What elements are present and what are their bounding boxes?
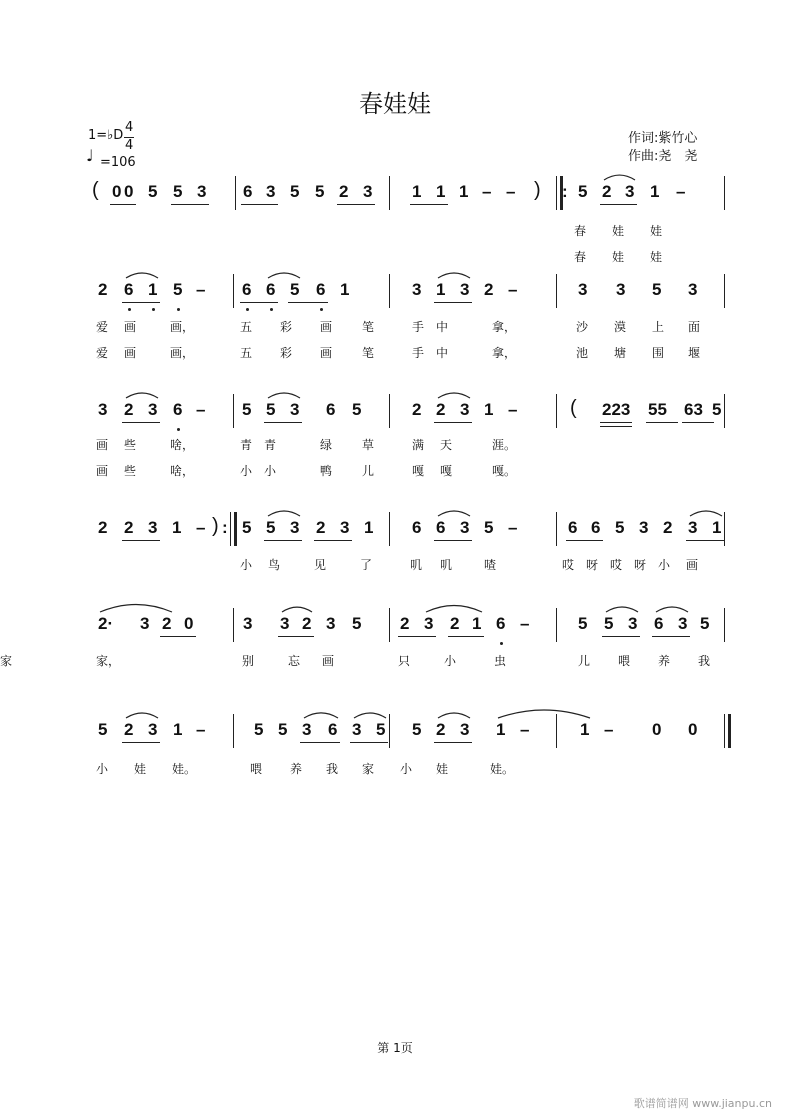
lyric-verse-1: 满 <box>412 438 425 452</box>
slur-arc <box>268 393 300 398</box>
note: 1 <box>364 518 374 537</box>
slur-arc <box>498 710 590 718</box>
lyric-verse-1: 哎 <box>562 558 575 572</box>
note: 1 <box>148 280 158 299</box>
note: 3 <box>148 720 158 739</box>
note: 3 <box>302 720 312 739</box>
note: – <box>196 720 206 739</box>
note: 6 <box>316 280 326 299</box>
note: 5 <box>578 182 588 201</box>
lyric-verse-1: 画， <box>170 320 195 334</box>
lyric-verse-1: 娃。 <box>172 762 197 776</box>
note: 3 <box>290 400 300 419</box>
note: 3 <box>243 614 253 633</box>
lyric-verse-2: 嘎。 <box>492 464 517 478</box>
lyric-verse-1: 虫 <box>494 654 507 668</box>
note: 3 <box>326 614 336 633</box>
note: – <box>676 182 686 201</box>
note: 3 <box>98 400 108 419</box>
note: 3 <box>688 280 698 299</box>
note: – <box>520 614 530 633</box>
lyric-verse-2: 娃 <box>650 250 663 264</box>
slur-arc <box>604 175 635 180</box>
lyric-verse-1: 笔 <box>362 320 375 334</box>
lyric-verse-1: 见 <box>314 558 327 572</box>
lyric-verse-1: 呀 <box>586 558 599 572</box>
lyric-verse-1: 别 <box>242 654 255 668</box>
lyric-verse-1: 家 <box>362 762 375 776</box>
lyric-verse-2: 嘎 <box>440 464 453 478</box>
lyric-verse-1: 养 <box>290 762 303 776</box>
lyric-verse-2: 围 <box>652 346 665 360</box>
note: 5 <box>315 182 325 201</box>
lyric-verse-2: 些 <box>124 464 137 478</box>
lyric-verse-1: 绿 <box>320 438 333 452</box>
note: 5 <box>98 720 108 739</box>
note: 2· <box>98 614 114 633</box>
note: 6 <box>412 518 422 537</box>
note: – <box>604 720 614 739</box>
note: 2 <box>124 518 134 537</box>
lyric-verse-2: 娃 <box>612 250 625 264</box>
lyric-verse-1: 叽 <box>410 558 423 572</box>
song-title: 春娃娃 <box>359 90 431 118</box>
note: 6 <box>591 518 601 537</box>
lyric-verse-1: 画 <box>686 558 699 572</box>
slur-arc <box>438 273 470 278</box>
note: 3 <box>290 518 300 537</box>
note: 2 <box>339 182 349 201</box>
lyric-verse-1: 漠 <box>614 320 627 334</box>
note: 223 <box>602 400 631 419</box>
slur-arc <box>438 713 470 718</box>
composer-credit: 作曲:尧 尧 <box>628 149 698 164</box>
lyric-verse-2: 塘 <box>614 346 627 360</box>
note: 5 <box>484 518 494 537</box>
note: 5 <box>290 280 300 299</box>
note: 3 <box>688 518 698 537</box>
lyric-verse-1: 喂 <box>618 654 631 668</box>
lyric-verse-1: 小 <box>658 558 671 572</box>
note: 6 <box>328 720 338 739</box>
note: 3 <box>678 614 688 633</box>
lyric-verse-1: 娃。 <box>490 762 515 776</box>
lyric-verse-2: 笔 <box>362 346 375 360</box>
note: 3 <box>460 720 470 739</box>
note: 5 <box>412 720 422 739</box>
note: 3 <box>412 280 422 299</box>
note: 2 <box>162 614 172 633</box>
note: – <box>482 182 492 201</box>
slur-arc <box>100 605 172 613</box>
note: 5 <box>652 280 662 299</box>
slur-arc <box>690 511 722 516</box>
lyric-verse-2: 五 <box>240 346 253 360</box>
lyric-verse-1: 沙 <box>576 320 589 334</box>
note: 1 <box>459 182 469 201</box>
lyric-verse-1: 喂 <box>250 762 263 776</box>
page-number: 第 1页 <box>377 1041 413 1055</box>
slur-arc <box>268 273 300 278</box>
lyric-verse-1: 娃 <box>650 224 663 238</box>
note: 1 <box>172 518 182 537</box>
note: 3 <box>352 720 362 739</box>
lyric-verse-1: 小 <box>96 762 109 776</box>
note: 6 <box>124 280 134 299</box>
lyric-verse-1: 我 <box>698 654 711 668</box>
note: 1 <box>712 518 722 537</box>
lyric-verse-2: 堰 <box>688 346 701 360</box>
note: 2 <box>124 720 134 739</box>
note: 2 <box>450 614 460 633</box>
lyric-verse-1: 天 <box>440 438 453 452</box>
note: 5 <box>712 400 722 419</box>
lyric-verse-1: 小 <box>240 558 253 572</box>
note: 3 <box>340 518 350 537</box>
watermark: 歌谱简谱网 www.jianpu.cn <box>633 1097 772 1110</box>
lyric-verse-1: 家 <box>0 654 13 668</box>
lyric-verse-1: 啥， <box>170 438 195 452</box>
note: 5 <box>266 400 276 419</box>
lyric-verse-1: 养 <box>658 654 671 668</box>
lyric-verse-1: 画 <box>124 320 137 334</box>
note: 2 <box>436 720 446 739</box>
note: 2 <box>124 400 134 419</box>
note: 2 <box>302 614 312 633</box>
note: 3 <box>140 614 150 633</box>
note: – <box>196 518 206 537</box>
lyric-verse-2: 小 <box>264 464 277 478</box>
slur-arc <box>438 393 470 398</box>
note: 3 <box>460 280 470 299</box>
note: 5 <box>352 400 362 419</box>
lyric-verse-2: 拿， <box>492 346 517 360</box>
quarter-note-icon: ♩ <box>86 146 94 165</box>
note: 3 <box>628 614 638 633</box>
note: 3 <box>148 518 158 537</box>
lyric-verse-1: 娃 <box>134 762 147 776</box>
note: 5 <box>604 614 614 633</box>
lyric-verse-1: 面 <box>688 320 701 334</box>
note: 3 <box>363 182 373 201</box>
lyric-verse-2: 儿 <box>362 464 375 478</box>
lyric-verse-1: 爱 <box>96 320 109 334</box>
note: 0 <box>184 614 194 633</box>
lyric-verse-2: 春 <box>574 250 587 264</box>
note: 1 <box>436 280 446 299</box>
lyric-verse-2: 爱 <box>96 346 109 360</box>
repeat-bracket: ( <box>92 179 99 201</box>
slur-arc <box>354 713 386 718</box>
lyric-verse-2: 画 <box>320 346 333 360</box>
note: – <box>508 400 518 419</box>
note: 5 <box>376 720 386 739</box>
note: 5 <box>242 400 252 419</box>
note: 5 <box>254 720 264 739</box>
lyric-verse-2: 嘎 <box>412 464 425 478</box>
slur-arc <box>282 607 312 612</box>
note: 1 <box>436 182 446 201</box>
note: 3 <box>424 614 434 633</box>
note: – <box>196 400 206 419</box>
lyric-verse-1: 五 <box>240 320 253 334</box>
note: 5 <box>615 518 625 537</box>
lyric-verse-1: 画 <box>320 320 333 334</box>
lyric-verse-1: 小 <box>400 762 413 776</box>
lyric-verse-2: 中 <box>436 346 449 360</box>
note: – <box>508 518 518 537</box>
lyric-verse-1: 彩 <box>280 320 293 334</box>
note: 2 <box>436 400 446 419</box>
lyric-verse-2: 手 <box>412 346 425 360</box>
lyric-verse-1: 我 <box>326 762 339 776</box>
note: 2 <box>602 182 612 201</box>
note: – <box>508 280 518 299</box>
lyric-verse-2: 小 <box>240 464 253 478</box>
note: 2 <box>98 518 108 537</box>
note: 3 <box>625 182 635 201</box>
note: 3 <box>578 280 588 299</box>
lyric-verse-1: 只 <box>398 654 411 668</box>
note: 6 <box>266 280 276 299</box>
lyric-verse-1: 中 <box>436 320 449 334</box>
lyric-verse-1: 哎 <box>610 558 623 572</box>
note: 3 <box>460 518 470 537</box>
repeat-bracket: ) <box>212 515 219 537</box>
time-signature-bottom: 4 <box>125 138 134 153</box>
note: – <box>196 280 206 299</box>
lyric-verse-2: 画， <box>170 346 195 360</box>
note: 1 <box>650 182 660 201</box>
note: 6 <box>654 614 664 633</box>
lyric-verse-2: 啥， <box>170 464 195 478</box>
slur-arc <box>126 713 158 718</box>
lyric-verse-2: 彩 <box>280 346 293 360</box>
note: 5 <box>278 720 288 739</box>
note: 3 <box>148 400 158 419</box>
lyric-verse-1: 上 <box>652 320 665 334</box>
note: 1 <box>340 280 350 299</box>
tempo-mark: =106 <box>100 155 136 170</box>
lyric-verse-1: 儿 <box>578 654 591 668</box>
lyric-verse-1: 草 <box>362 438 375 452</box>
note: 2 <box>316 518 326 537</box>
note: 5 <box>242 518 252 537</box>
note: 2 <box>98 280 108 299</box>
lyric-verse-2: 池 <box>576 346 589 360</box>
lyric-verse-1: 画 <box>322 654 335 668</box>
note: 5 <box>700 614 710 633</box>
note: 6 <box>496 614 506 633</box>
note: 1 <box>496 720 506 739</box>
note: 55 <box>648 400 667 419</box>
note: 3 <box>197 182 207 201</box>
lyricist-credit: 作词:紫竹心 <box>628 131 698 146</box>
lyric-verse-2: 鸭 <box>320 464 333 478</box>
lyric-verse-1: 涯。 <box>492 438 517 452</box>
note: – <box>506 182 516 201</box>
note: 0 <box>688 720 698 739</box>
note: 3 <box>639 518 649 537</box>
lyric-verse-1: 手 <box>412 320 425 334</box>
note: 6 <box>242 280 252 299</box>
lyric-verse-1: 忘 <box>288 654 301 668</box>
lyric-verse-1: 春 <box>574 224 587 238</box>
note: : <box>562 182 568 201</box>
lyric-verse-1: 青 <box>264 438 277 452</box>
note: 1 <box>484 400 494 419</box>
lyric-verse-1: 呀 <box>634 558 647 572</box>
note: 0 <box>112 182 122 201</box>
note: 63 <box>684 400 703 419</box>
lyric-verse-1: 娃 <box>436 762 449 776</box>
slur-arc <box>438 511 470 516</box>
lyric-verse-1: 家， <box>96 654 121 668</box>
lyric-verse-1: 娃 <box>612 224 625 238</box>
slur-arc <box>126 393 158 398</box>
lyric-verse-1: 些 <box>124 438 137 452</box>
note: 6 <box>568 518 578 537</box>
note: 5 <box>352 614 362 633</box>
note: : <box>222 518 228 537</box>
note: 2 <box>400 614 410 633</box>
note: 1 <box>173 720 183 739</box>
time-signature-top: 4 <box>125 120 134 135</box>
repeat-bracket: ( <box>570 397 577 419</box>
note: 6 <box>436 518 446 537</box>
slur-arc <box>268 511 300 516</box>
note: 2 <box>663 518 673 537</box>
note: 0 <box>124 182 134 201</box>
repeat-bracket: ) <box>534 179 541 201</box>
note: 3 <box>616 280 626 299</box>
slur-arc <box>126 273 158 278</box>
note: 3 <box>460 400 470 419</box>
lyric-verse-1: 鸟 <box>268 558 281 572</box>
note: 0 <box>652 720 662 739</box>
lyric-verse-2: 画 <box>96 464 109 478</box>
note: 1 <box>412 182 422 201</box>
lyric-verse-1: 青 <box>240 438 253 452</box>
slur-arc <box>304 713 338 718</box>
note: 3 <box>280 614 290 633</box>
note: 5 <box>266 518 276 537</box>
lyric-verse-2: 画 <box>124 346 137 360</box>
note: 1 <box>472 614 482 633</box>
lyric-verse-1: 拿， <box>492 320 517 334</box>
note: 5 <box>290 182 300 201</box>
lyric-verse-1: 画 <box>96 438 109 452</box>
lyric-verse-1: 小 <box>444 654 457 668</box>
key-signature: 1=♭D <box>88 128 124 143</box>
note: 6 <box>326 400 336 419</box>
slur-arc <box>656 607 688 612</box>
note: 5 <box>148 182 158 201</box>
note: 5 <box>578 614 588 633</box>
lyric-verse-1: 叽 <box>440 558 453 572</box>
note: 5 <box>173 280 183 299</box>
note: 6 <box>243 182 253 201</box>
slur-arc <box>606 607 638 612</box>
note: 3 <box>266 182 276 201</box>
slur-arc <box>426 606 482 613</box>
lyric-verse-1: 喳 <box>484 558 497 572</box>
note: 6 <box>173 400 183 419</box>
note: 2 <box>412 400 422 419</box>
note: – <box>520 720 530 739</box>
note: 2 <box>484 280 494 299</box>
note: 1 <box>580 720 590 739</box>
note: 5 <box>173 182 183 201</box>
lyric-verse-1: 了 <box>360 558 373 572</box>
